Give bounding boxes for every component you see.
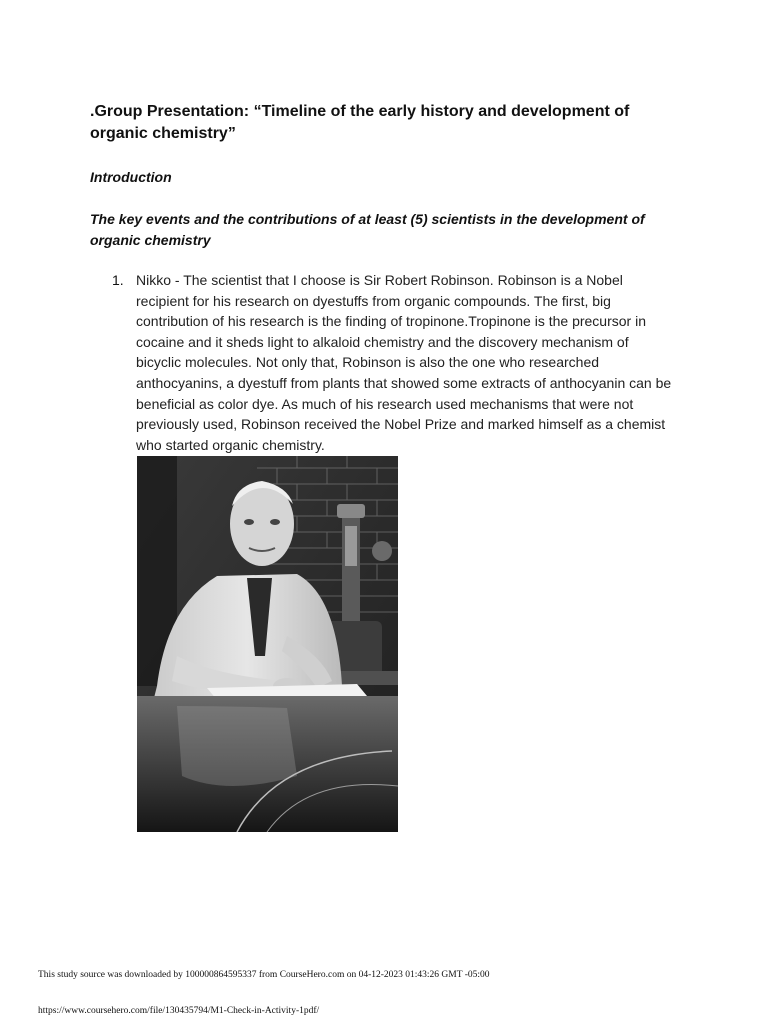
footer-source-line: This study source was downloaded by 100000864595337 from CourseHero.com on 04-12-2023 01:43:26 GMT -05:00: [38, 970, 490, 980]
list-item-text: Nikko - The scientist that I choose is Sir Robert Robinson. Robinson is a Nobel recipient for his research on dyestuffs from organic compounds. The first, big contribution of his research is the finding of tropinone.Tropinone is the precursor in cocaine and it sheds light to alkaloid chemistry and the discovery mechanism of bicyclic molecules. Not only that, Robinson is also the one who researched anthocyanins, a dyestuff from plants that showed some extracts of anthocyanin can be beneficial as color dye. As much of his research used mechanisms that were not previously used, Robinson received the Nobel Prize and marked himself as a chemist who started organic chemistry.: [136, 272, 672, 453]
footer-url-link[interactable]: https://www.coursehero.com/file/130435794/M1-Check-in-Activity-1pdf/: [38, 1006, 320, 1016]
scientist-photo: [137, 456, 398, 832]
introduction-heading: Introduction: [90, 169, 172, 185]
page-title: .Group Presentation: “Timeline of the early history and development of organic chemistry”: [90, 103, 630, 142]
key-events-heading: The key events and the contributions of at least (5) scientists in the development of organic chemistry: [90, 211, 645, 248]
list-item-number: 1.: [112, 272, 124, 288]
